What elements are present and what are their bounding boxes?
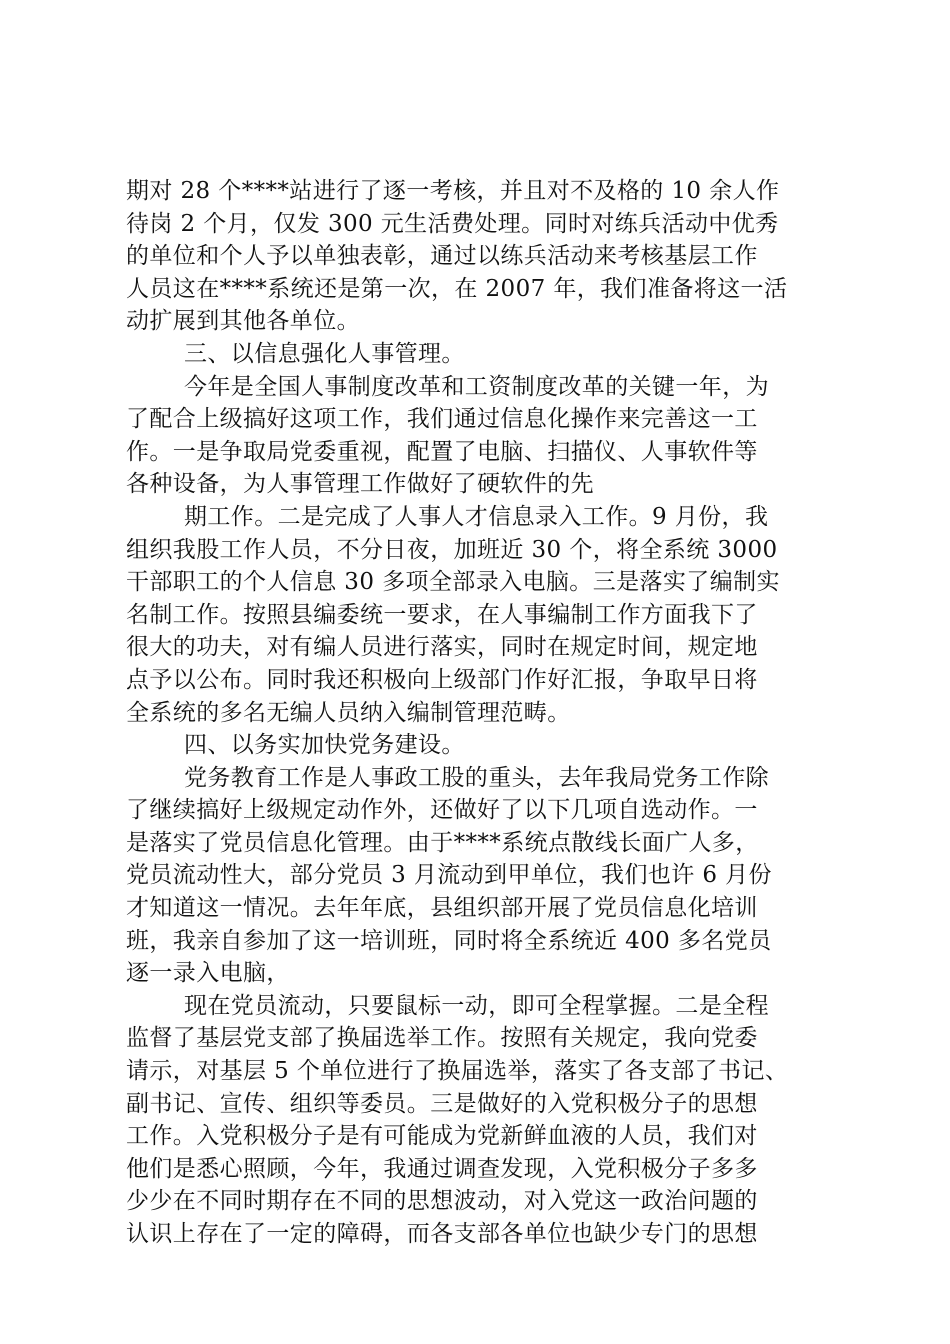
text-line: 认识上存在了一定的障碍，而各支部各单位也缺少专门的思想	[126, 1221, 758, 1247]
text-line: 人员这在****系统还是第一次，在 2007 年，我们准备将这一活	[126, 275, 788, 302]
text-line: 的单位和个人予以单独表彰，通过以练兵活动来考核基层工作	[126, 243, 758, 270]
text-line: 了配合上级搞好这项工作，我们通过信息化操作来完善这一工	[126, 406, 758, 433]
text-line: 班，我亲自参加了这一培训班，同时将全系统近 400 多名党员	[126, 927, 772, 954]
paragraph-first-line: 四、以务实加快党务建设。	[184, 732, 465, 759]
text-line: 作。一是争取局党委重视，配置了电脑、扫描仪、人事软件等	[126, 438, 758, 465]
text-line: 很大的功夫，对有编人员进行落实，同时在规定时间，规定地	[126, 634, 758, 661]
text-line: 干部职工的个人信息 30 多项全部录入电脑。三是落实了编制实	[126, 569, 780, 596]
paragraph-first-line: 现在党员流动，只要鼠标一动，即可全程掌握。二是全程	[184, 992, 769, 1019]
text-line: 请示，对基层 5 个单位进行了换届选举，落实了各支部了书记、	[126, 1058, 789, 1085]
text-line: 工作。入党积极分子是有可能成为党新鲜血液的人员，我们对	[126, 1123, 758, 1150]
text-line: 点予以公布。同时我还积极向上级部门作好汇报，争取早日将	[126, 666, 758, 693]
text-line: 名制工作。按照县编委统一要求，在人事编制工作方面我下了	[126, 601, 758, 628]
text-line: 是落实了党员信息化管理。由于****系统点散线长面广人多，	[126, 829, 759, 856]
text-line: 期对 28 个****站进行了逐一考核，并且对不及格的 10 余人作	[126, 178, 780, 204]
text-line: 各种设备，为人事管理工作做好了硬软件的先	[126, 471, 594, 498]
text-line: 党员流动性大，部分党员 3 月流动到甲单位，我们也许 6 月份	[126, 862, 772, 889]
document-body	[126, 175, 831, 1251]
text-line: 监督了基层党支部了换届选举工作。按照有关规定，我向党委	[126, 1025, 758, 1052]
paragraph-first-line: 党务教育工作是人事政工股的重头，去年我局党务工作除	[184, 764, 769, 791]
text-line: 组织我股工作人员，不分日夜，加班近 30 个，将全系统 3000	[126, 536, 778, 563]
paragraph-first-line: 期工作。二是完成了人事人才信息录入工作。9 月份，我	[184, 503, 769, 530]
text-line: 全系统的多名无编人员纳入编制管理范畴。	[126, 699, 571, 726]
text-line: 副书记、宣传、组织等委员。三是做好的入党积极分子的思想	[126, 1090, 758, 1117]
text-line: 动扩展到其他各单位。	[126, 308, 360, 335]
text-line: 逐一录入电脑，	[126, 960, 290, 987]
text-line: 了继续搞好上级规定动作外，还做好了以下几项自选动作。一	[126, 797, 758, 824]
paragraph-first-line: 三、以信息强化人事管理。	[184, 340, 465, 367]
text-line: 他们是悉心照顾，今年，我通过调查发现，入党积极分子多多	[126, 1155, 758, 1182]
text-line: 少少在不同时期存在不同的思想波动，对入党这一政治问题的	[126, 1188, 758, 1215]
text-line: 才知道这一情况。去年年底，县组织部开展了党员信息化培训	[126, 895, 758, 922]
paragraph-first-line: 今年是全国人事制度改革和工资制度改革的关键一年，为	[184, 373, 769, 400]
text-line: 待岗 2 个月，仅发 300 元生活费处理。同时对练兵活动中优秀	[126, 210, 779, 237]
